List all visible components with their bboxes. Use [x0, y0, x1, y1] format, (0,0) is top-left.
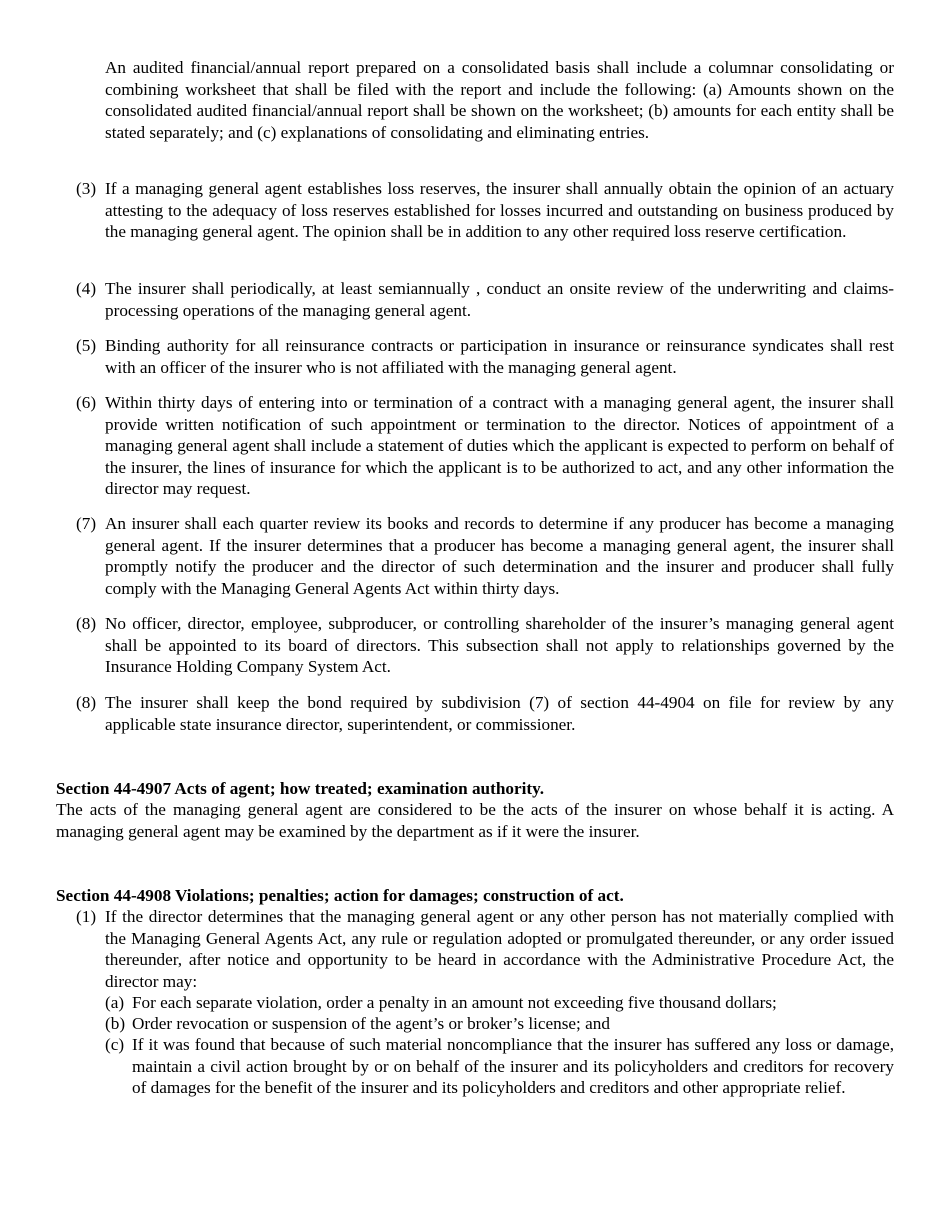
- sub-item-letter: (a): [105, 993, 125, 1012]
- section-4907-text: The acts of the managing general agent are considered to be the acts of the insurer on whose behalf it is acting. A managing general agent may be examined by the department as if it were the insurer.: [56, 800, 894, 841]
- list-item: [76, 278, 894, 321]
- list-item-text: Binding authority for all reinsurance contracts or participation in insurance or reinsurance syndicates shall rest with an officer of the insurer who is not affiliated with the managing general agent.: [105, 336, 894, 377]
- list-item-text: No officer, director, employee, subproducer, or controlling shareholder of the insurer’s managing general agent shall be appointed to its board of directors. This subsection shall not apply to relationships governed by the Insurance Holding Company System Act.: [105, 614, 894, 677]
- sub-item: [105, 992, 894, 1014]
- section-4907-heading: Section 44-4907 Acts of agent; how treated; examination authority.: [56, 779, 545, 798]
- list-item-text: If a managing general agent establishes loss reserves, the insurer shall annually obtain the opinion of an actuary attesting to the adequacy of loss reserves established for losses incurred and outstanding on business produced by the managing general agent. The opinion shall be in addition to any other required loss reserve certification.: [105, 179, 894, 242]
- list-item-number: (1): [76, 907, 97, 926]
- list-item: [76, 392, 894, 500]
- sub-item-text: Order revocation or suspension of the agent’s or broker’s license; and: [132, 1014, 610, 1033]
- list-item-text: The insurer shall periodically, at least semiannually , conduct an onsite review of the underwriting and claims-processing operations of the managing general agent.: [105, 279, 894, 320]
- sub-item-text: For each separate violation, order a penalty in an amount not exceeding five thousand dollars;: [132, 993, 777, 1012]
- list-item: [76, 335, 894, 378]
- list-item: [76, 178, 894, 243]
- sub-item-letter: (b): [105, 1014, 126, 1033]
- list-item: [76, 513, 894, 599]
- intro-paragraph: An audited financial/annual report prepared on a consolidated basis shall include a columnar consolidating or combining worksheet that shall be filed with the report and include the following: (a) Amounts shown on the consolidated audited financial/annual report shall be shown on the worksheet; (b) amounts for each entity shall be stated separately; and (c) explanations of consolidating and eliminating entries.: [105, 58, 894, 142]
- sub-item: [105, 1013, 894, 1035]
- list-item-number: (8): [76, 614, 97, 633]
- list-item-number: (4): [76, 279, 97, 298]
- list-item-number: (5): [76, 336, 97, 355]
- list-item: [76, 906, 894, 992]
- list-item-text: The insurer shall keep the bond required by subdivision (7) of section 44-4904 on file for review by any applicable state insurance director, superintendent, or commissioner.: [105, 693, 894, 734]
- section-4908-heading: Section 44-4908 Violations; penalties; action for damages; construction of act.: [56, 886, 624, 905]
- list-item-text: If the director determines that the managing general agent or any other person has not materially complied with the Managing General Agents Act, any rule or regulation adopted or promulgated thereunder, or any order issued thereunder, after notice and opportunity to be heard in accordance with the Administrative Procedure Act, the director may:: [105, 907, 894, 991]
- list-item-text: Within thirty days of entering into or termination of a contract with a managing general agent, the insurer shall provide written notification of such appointment or termination to the director. Notices of appointment of a managing general agent shall include a statement of duties which the applicant is expected to perform on behalf of the insurer, the lines of insurance for which the applicant is to be authorized to act, and any other information the director may request.: [105, 393, 894, 499]
- list-item: [76, 692, 894, 735]
- list-item-number: (7): [76, 514, 97, 533]
- sub-item-text: If it was found that because of such material noncompliance that the insurer has suffered any loss or damage, maintain a civil action brought by or on behalf of the insurer and its policyholders and creditors for recovery of damages for the benefit of the insurer and its policyholders and creditors and other appropriate relief.: [132, 1035, 894, 1098]
- list-item-number: (6): [76, 393, 97, 412]
- sub-item: [105, 1034, 894, 1099]
- sub-item-letter: (c): [105, 1035, 125, 1054]
- list-item-number: (8): [76, 693, 97, 712]
- list-item-number: (3): [76, 179, 97, 198]
- list-item: [76, 613, 894, 678]
- list-item-text: An insurer shall each quarter review its books and records to determine if any producer has become a managing general agent. If the insurer determines that a producer has become a managing general agent, the insurer shall promptly notify the producer and the director of such determination and the insurer and producer shall fully comply with the Managing General Agents Act within thirty days.: [105, 514, 894, 598]
